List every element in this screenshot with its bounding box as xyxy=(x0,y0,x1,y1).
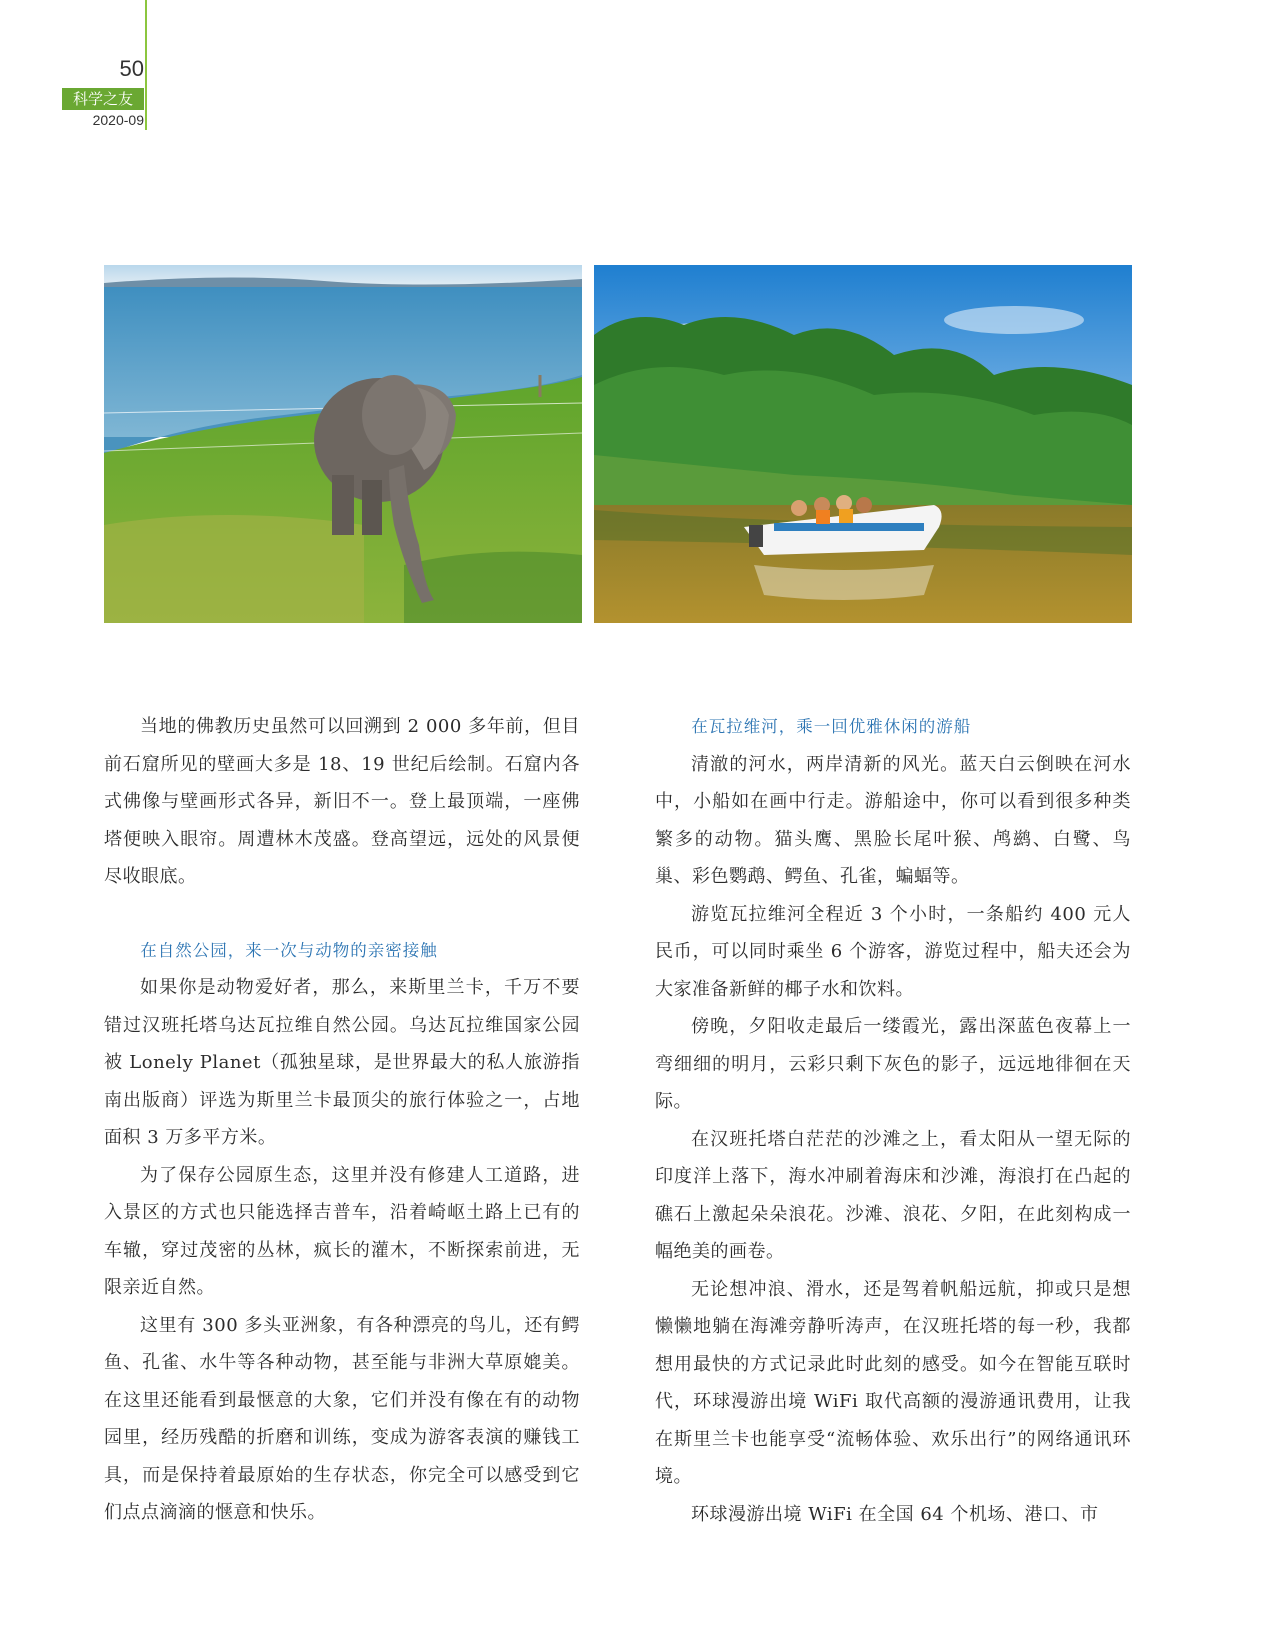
magazine-title: 科学之友 xyxy=(62,88,144,110)
paragraph: 无论想冲浪、滑水，还是驾着帆船远航，抑或只是想懒懒地躺在海滩旁静听涛声，在汉班托塔的每一秒，我都想用最快的方式记录此时此刻的感受。如今在智能互联时代，环球漫游出境 WiFi 取代高额的漫游通讯费用，让我在斯里兰卡也能享受“流畅体验、欢乐出行”的网络通讯环境。 xyxy=(655,1278,1131,1487)
paragraph: 在汉班托塔白茫茫的沙滩之上，看太阳从一望无际的印度洋上落下，海水冲刷着海床和沙滩，海浪打在凸起的礁石上激起朵朵浪花。沙滩、浪花、夕阳，在此刻构成一幅绝美的画卷。 xyxy=(655,1128,1131,1262)
right-column xyxy=(655,708,1131,1533)
elephant-photo xyxy=(104,265,582,623)
paragraph: 当地的佛教历史虽然可以回溯到 2 000 多年前，但目前石窟所见的壁画大多是 18、19 世纪后绘制。石窟内各式佛像与壁画形式各异，新旧不一。登上最顶端，一座佛塔便映入眼帘。周遭林木茂盛。登高望远，远处的风景便尽收眼底。 xyxy=(104,716,580,887)
paragraph: 傍晚，夕阳收走最后一缕霞光，露出深蓝色夜幕上一弯细细的明月，云彩只剩下灰色的影子，远远地徘徊在天际。 xyxy=(655,1016,1131,1112)
page-number: 50 xyxy=(119,56,144,81)
paragraph: 清澈的河水，两岸清新的风光。蓝天白云倒映在河水中，小船如在画中行走。游船途中，你可以看到很多种类繁多的动物。猫头鹰、黑脸长尾叶猴、鸬鹚、白鹭、鸟巢、彩色鹦鹉、鳄鱼、孔雀，蝙蝠等。 xyxy=(655,753,1131,887)
section-heading-river-cruise: 在瓦拉维河，乘一回优雅休闲的游船 xyxy=(691,717,972,736)
paragraph: 为了保存公园原生态，这里并没有修建人工道路，进入景区的方式也只能选择吉普车，沿着崎岖土路上已有的车辙，穿过茂密的丛林，疯长的灌木，不断探索前进，无限亲近自然。 xyxy=(104,1164,580,1298)
issue-date: 2020-09 xyxy=(92,112,144,128)
section-heading-nature-park: 在自然公园，来一次与动物的亲密接触 xyxy=(140,940,438,960)
header-divider xyxy=(145,0,147,130)
paragraph: 游览瓦拉维河全程近 3 个小时，一条船约 400 元人民币，可以同时乘坐 6 个游客，游览过程中，船夫还会为大家准备新鲜的椰子水和饮料。 xyxy=(655,903,1131,1000)
paragraph: 这里有 300 多头亚洲象，有各种漂亮的鸟儿，还有鳄鱼、孔雀、水牛等各种动物，甚至能与非洲大草原媲美。在这里还能看到最惬意的大象，它们并没有像在有的动物园里，经历残酷的折磨和训练，变成为游客表演的赚钱工具，而是保持着最原始的生存状态，你完全可以感受到它们点点滴滴的惬意和快乐。 xyxy=(104,1314,580,1523)
boat-photo xyxy=(594,265,1132,623)
paragraph: 如果你是动物爱好者，那么，来斯里兰卡，千万不要错过汉班托塔乌达瓦拉维自然公园。乌达瓦拉维国家公园被 Lonely Planet（孤独星球，是世界最大的私人旅游指南出版商）评选为斯里兰卡最顶尖的旅行体验之一，占地面积 3 万多平方米。 xyxy=(104,977,580,1148)
left-column xyxy=(104,708,580,1532)
paragraph: 环球漫游出境 WiFi 在全国 64 个机场、港口、市 xyxy=(691,1503,1099,1525)
